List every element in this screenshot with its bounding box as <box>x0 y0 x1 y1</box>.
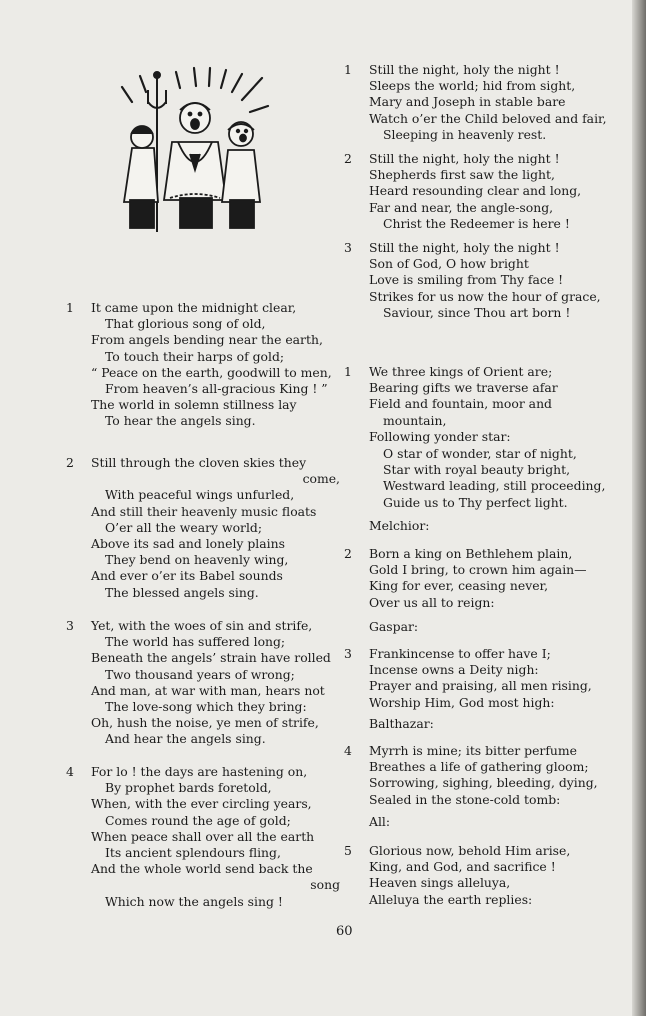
verse-line: King, and God, and sacrifice ! <box>369 859 556 875</box>
verse-lines <box>91 764 346 910</box>
verse-line: That glorious song of old, <box>105 316 266 332</box>
verse-lines <box>369 240 624 321</box>
verse-line: Christ the Redeemer is here ! <box>383 215 570 231</box>
verse-line: From angels bending near the earth, <box>91 332 323 348</box>
verse-line: Which now the angels sing ! <box>105 893 283 909</box>
verse-line: With peaceful wings unfurled, <box>105 487 295 503</box>
verse-line: Still the night, holy the night ! <box>369 151 560 166</box>
verse-lines <box>369 619 624 635</box>
verse-number: 4 <box>66 764 74 779</box>
verse-line: Over us all to reign: <box>369 594 495 610</box>
verse-number: 2 <box>344 546 352 561</box>
verse-line: The world in solemn stillness lay <box>91 397 297 413</box>
verse-lines <box>369 546 624 611</box>
verse-line: For lo ! the days are hastening on, <box>91 764 308 779</box>
verse-line: O’er all the weary world; <box>105 519 263 535</box>
verse-line: Still the night, holy the night ! <box>369 240 560 255</box>
verse-line: Frankincense to offer have I; <box>369 646 551 661</box>
verse-line: And man, at war with man, hears not <box>91 682 325 698</box>
verse-line: Saviour, since Thou art born ! <box>383 304 571 320</box>
verse-line: King for ever, ceasing never, <box>369 578 549 594</box>
verse-line: Watch o’er the Child beloved and fair, <box>369 110 607 126</box>
verse-line: Heard resounding clear and long, <box>369 183 582 199</box>
verse-line: Star with royal beauty bright, <box>383 462 571 478</box>
verse-line: Breathes a life of gathering gloom; <box>369 759 589 775</box>
verse-lines <box>369 743 624 808</box>
verse-line: Sealed in the stone-cold tomb: <box>369 791 561 807</box>
verse-line: By prophet bards foretold, <box>105 780 272 796</box>
verse-line: Son of God, O how bright <box>369 256 529 272</box>
verse-line: Sleeping in heavenly rest. <box>383 126 547 142</box>
verse-lines <box>369 151 624 232</box>
verse-line: Its ancient splendours fling, <box>105 845 281 861</box>
verse-line: Far and near, the angle-song, <box>369 199 554 215</box>
verse-line: Shepherds first saw the light, <box>369 167 555 183</box>
verse-line: Worship Him, God most high: <box>369 694 555 710</box>
verse-line: Strikes for us now the hour of grace, <box>369 288 601 304</box>
verse-line: And still their heavenly music floats <box>91 503 317 519</box>
verse-number: 1 <box>66 300 74 315</box>
verse-number: 5 <box>344 843 352 858</box>
verse-line: We three kings of Orient are; <box>369 364 553 379</box>
verse-line: O star of wonder, star of night, <box>383 446 577 461</box>
verse-number: 2 <box>66 455 74 470</box>
verse-line: They bend on heavenly wing, <box>105 552 289 568</box>
verse-line: All: <box>369 814 391 829</box>
verse-line: come, <box>302 471 340 487</box>
verse-number: 1 <box>344 364 352 379</box>
verse-number: 2 <box>344 151 352 166</box>
verse-line: Two thousand years of wrong; <box>105 666 295 682</box>
verse-lines <box>369 62 624 143</box>
verse-line: Myrrh is mine; its bitter perfume <box>369 743 577 758</box>
verse-line: To touch their harps of gold; <box>105 348 285 364</box>
verse-line: Love is smiling from Thy face ! <box>369 272 564 288</box>
verse-line: Gold I bring, to crown him again— <box>369 562 587 578</box>
verse-line: Incense owns a Deity nigh: <box>369 662 539 678</box>
verse-line: Balthazar: <box>369 716 434 731</box>
verse-number: 1 <box>344 62 352 77</box>
verse-line: When, with the ever circling years, <box>91 796 312 812</box>
verse-line: Oh, hush the noise, ye men of strife, <box>91 715 319 731</box>
verse-line: The blessed angels sing. <box>105 584 259 600</box>
verse-line: It came upon the midnight clear, <box>91 300 297 315</box>
verse-line: Sleeps the world; hid from sight, <box>369 78 576 94</box>
verse-line: Melchior: <box>369 518 430 533</box>
verse-lines <box>91 300 346 430</box>
verse-line: Glorious now, behold Him arise, <box>369 843 571 858</box>
verse-line: Gaspar: <box>369 619 419 634</box>
verse-line: Still the night, holy the night ! <box>369 62 560 77</box>
verse-lines <box>369 646 624 711</box>
page-edge-shadow <box>632 0 646 1016</box>
verse-line: Comes round the age of gold; <box>105 812 291 828</box>
verse-line: Guide us to Thy perfect light. <box>383 494 568 510</box>
verse-number: 3 <box>344 646 352 661</box>
verse-lines <box>91 618 346 748</box>
verse-line: Still through the cloven skies they <box>91 455 307 470</box>
verse-line: Sorrowing, sighing, bleeding, dying, <box>369 775 598 791</box>
verse-line: And the whole world send back the <box>91 861 313 877</box>
verse-lines <box>369 364 624 445</box>
verse-line: When peace shall over all the earth <box>91 828 315 844</box>
verse-line: Born a king on Bethlehem plain, <box>369 546 573 561</box>
verse-line: Heaven sings alleluya, <box>369 875 511 891</box>
verse-line: The world has suffered long; <box>105 634 286 650</box>
verse-line: Field and fountain, moor and <box>369 396 552 412</box>
verse-line: From heaven’s all-gracious King ! ” <box>105 381 328 397</box>
verse-lines <box>369 518 624 534</box>
verse-lines <box>369 446 624 511</box>
verse-line: Mary and Joseph in stable bare <box>369 94 566 110</box>
verse-line: Beneath the angels’ strain have rolled <box>91 650 331 666</box>
verse-line: And ever o’er its Babel sounds <box>91 568 283 584</box>
choirboys-illustration <box>110 62 280 240</box>
verse-line: Prayer and praising, all men rising, <box>369 678 592 694</box>
verse-lines <box>369 814 624 830</box>
verse-line: And hear the angels sing. <box>105 731 266 747</box>
verse-number: 3 <box>344 240 352 255</box>
verse-line: Yet, with the woes of sin and strife, <box>91 618 313 633</box>
verse-line: song <box>310 877 340 893</box>
verse-line: Alleluya the earth replies: <box>369 891 533 907</box>
verse-line: The love-song which they bring: <box>105 699 307 715</box>
verse-line: mountain, <box>383 412 447 428</box>
verse-line: Bearing gifts we traverse afar <box>369 380 558 396</box>
verse-line: To hear the angels sing. <box>105 413 256 429</box>
verse-lines <box>369 716 624 732</box>
verse-number: 4 <box>344 743 352 758</box>
verse-line: Following yonder star: <box>369 428 511 444</box>
verse-lines <box>91 455 346 601</box>
verse-number: 3 <box>66 618 74 633</box>
page-number: 60 <box>336 924 353 939</box>
verse-line: Westward leading, still proceeding, <box>383 478 606 494</box>
verse-lines <box>369 843 624 908</box>
verse-line: “ Peace on the earth, goodwill to men, <box>91 364 332 380</box>
verse-line: Above its sad and lonely plains <box>91 536 285 552</box>
